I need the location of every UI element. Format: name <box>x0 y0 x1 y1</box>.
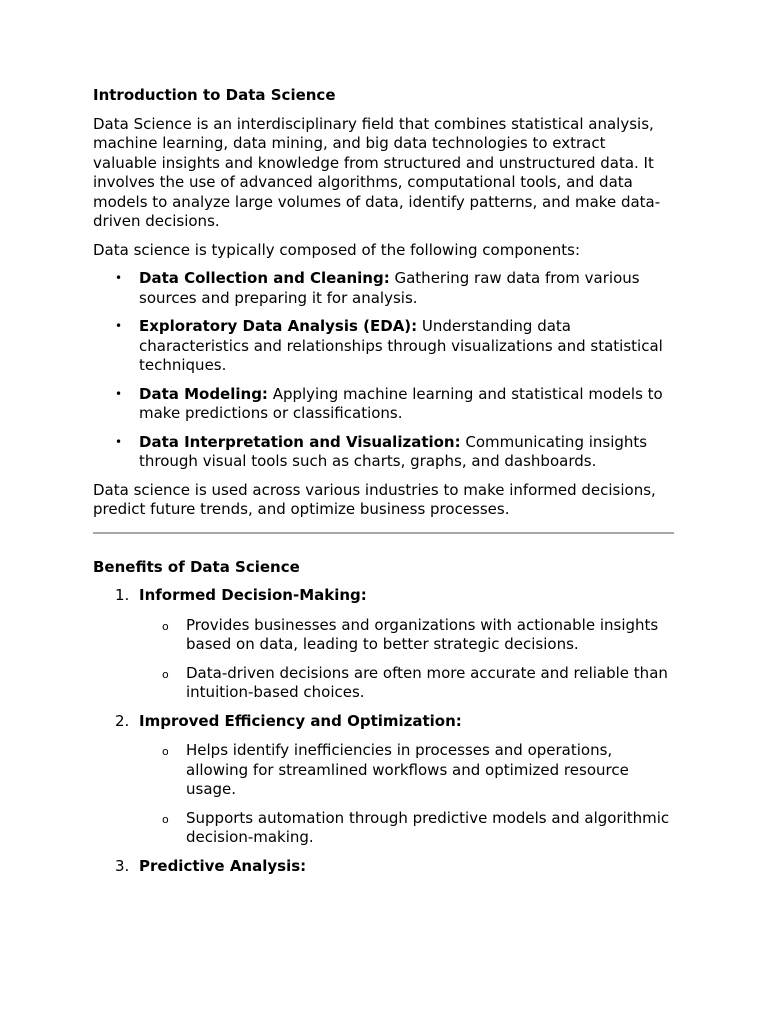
component-desc: Gathering raw data from various sources and preparing it for analysis. <box>139 269 640 307</box>
benefits-list <box>93 586 674 876</box>
component-desc: Communicating insights through visual tools such as charts, graphs, and dashboards. <box>139 432 648 470</box>
benefit-points <box>139 616 674 703</box>
benefit-item <box>115 586 674 703</box>
list-item: o Supports automation through predictive models and algorithmic decision-making. <box>186 809 674 848</box>
list-item: o Helps identify inefficiencies in processes and operations, allowing for streamlined workflows and optimized resource usage. <box>186 741 674 800</box>
component-term: Data Interpretation and Visualization: <box>139 432 461 451</box>
component-desc: Applying machine learning and statistical models to make predictions or classifications. <box>139 384 663 422</box>
component-desc: Understanding data characteristics and relationships through visualizations and statistical techniques. <box>139 317 663 374</box>
benefit-item <box>115 856 674 877</box>
benefit-title: Informed Decision-Making: <box>139 586 367 604</box>
component-term: Data Modeling: <box>139 384 268 403</box>
list-item <box>139 317 674 376</box>
list-item <box>139 269 674 308</box>
list-item: o Provides businesses and organizations with actionable insights based on data, leading to better strategic decisions. <box>186 616 674 655</box>
benefits-heading: Benefits of Data Science <box>93 557 300 576</box>
benefit-title: Improved Efficiency and Optimization: <box>139 711 462 730</box>
component-term: Data Collection and Cleaning: <box>139 269 390 287</box>
section-divider <box>93 532 674 534</box>
list-item <box>139 433 674 472</box>
list-item: o Data-driven decisions are often more accurate and reliable than intuition-based choices. <box>186 664 674 703</box>
benefit-number: 3. <box>115 856 130 875</box>
components-list <box>93 269 674 472</box>
benefit-points <box>139 741 674 848</box>
benefit-number: 2. <box>115 711 130 730</box>
component-term: Exploratory Data Analysis (EDA): <box>139 317 418 335</box>
intro-paragraph-2: Data science is typically composed of the following components: <box>93 240 581 259</box>
benefit-item <box>115 711 674 848</box>
intro-heading: Introduction to Data Science <box>93 86 336 104</box>
benefit-title: Predictive Analysis: <box>139 856 307 875</box>
benefit-number: 1. <box>115 586 130 604</box>
list-item <box>139 385 674 424</box>
intro-paragraph-1: Data Science is an interdisciplinary field that combines statistical analysis, machine learning, data mining, and big data technologies to extract valuable insights and knowledge from structured and unstructured data. It involves the use of advanced algorithms, computational tools, and data models to analyze large volumes of data, identify patterns, and make data-driven decisions. <box>93 114 661 230</box>
intro-paragraph-3: Data science is used across various industries to make informed decisions, predict future trends, and optimize business processes. <box>93 480 656 518</box>
